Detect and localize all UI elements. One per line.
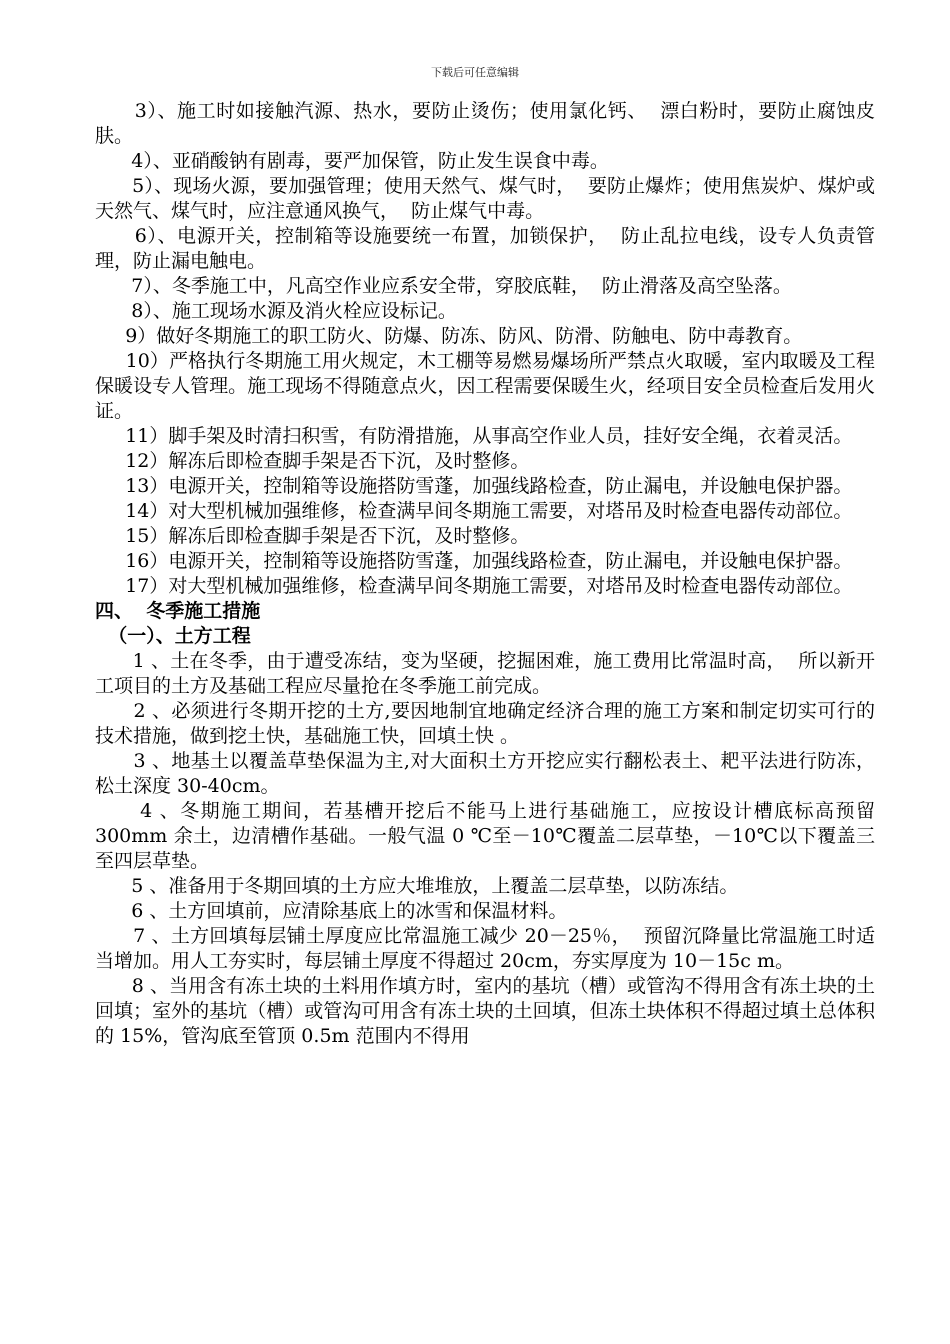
subsection-heading: （一）、土方工程 [95,625,251,647]
paragraph-item-12: 12）解冻后即检查脚手架是否下沉，及时整修。 [95,450,530,472]
earthwork-item-2: 2 、必须进行冬期开挖的土方,要因地制宜地确定经济合理的施工方案和制定切实可行的技术措施，做到挖土快，基础施工快，回填土快 。 [95,700,875,747]
paragraph-item-16: 16）电源开关，控制箱等设施搭防雪蓬，加强线路检查，防止漏电，并设触电保护器。 [95,550,853,572]
paragraph-item-17: 17）对大型机械加强维修，检查满早间冬期施工需要，对塔吊及时检查电器传动部位。 [95,575,853,597]
earthwork-item-4: 4 、冬期施工期间，若基槽开挖后不能马上进行基础施工，应按设计槽底标高预留 300mm 余土，边清槽作基础。一般气温 0 ℃至－10℃覆盖二层草垫，－10℃以下覆盖三至四层草垫。 [95,800,882,872]
paragraph-item-7: 7）、冬季施工中，凡高空作业应系安全带，穿胶底鞋， 防止滑落及高空坠落。 [95,275,792,297]
paragraph-item-9: 9）做好冬期施工的职工防火、防爆、防冻、防风、防滑、防触电、防中毒教育。 [95,325,803,347]
paragraph-item-6: 6）、电源开关，控制箱等设施要统一布置，加锁保护， 防止乱拉电线，设专人负责管理，防止漏电触电。 [95,225,875,272]
earthwork-item-3: 3 、地基土以覆盖草垫保温为主,对大面积土方开挖应实行翻松表土、耙平法进行防冻，松土深度 30-40cm。 [95,750,875,797]
paragraph-item-8: 8）、施工现场水源及消火栓应设标记。 [95,300,457,322]
paragraph-item-13: 13）电源开关，控制箱等设施搭防雪蓬，加强线路检查，防止漏电，并设触电保护器。 [95,475,853,497]
page-header: 下载后可任意编辑 [431,66,519,79]
paragraph-item-11: 11）脚手架及时清扫积雪，有防滑措施，从事高空作业人员，挂好安全绳，衣着灵活。 [95,425,853,447]
earthwork-item-6: 6 、土方回填前，应清除基底上的冰雪和保温材料。 [95,900,568,922]
earthwork-item-1: 1 、土在冬季，由于遭受冻结，变为坚硬，挖掘困难，施工费用比常温时高， 所以新开工项目的土方及基础工程应尽量抢在冬季施工前完成。 [95,650,875,697]
paragraph-item-4: 4）、亚硝酸钠有剧毒，要严加保管，防止发生误食中毒。 [95,150,609,172]
paragraph-item-3: 3）、施工时如接触汽源、热水，要防止烫伤；使用氯化钙、 漂白粉时，要防止腐蚀皮肤。 [95,100,875,147]
paragraph-item-5: 5）、现场火源，要加强管理；使用天然气、煤气时， 要防止爆炸；使用焦炭炉、煤炉或天然气、煤气时，应注意通风换气， 防止煤气中毒。 [95,175,875,222]
earthwork-item-8: 8 、当用含有冻土块的土料用作填方时，室内的基坑（槽）或管沟不得用含有冻土块的土回填；室外的基坑（槽）或管沟可用含有冻土块的土回填，但冻土块体积不得超过填土总体积的 15%，管沟底至管顶 0.5m 范围内不得用 [95,975,875,1047]
earthwork-item-5: 5 、准备用于冬期回填的土方应大堆堆放，上覆盖二层草垫，以防冻结。 [95,875,739,897]
document-body [95,99,882,1049]
earthwork-item-7: 7 、土方回填每层铺土厚度应比常温施工减少 20－25％， 预留沉降量比常温施工时适当增加。用人工夯实时，每层铺土厚度不得超过 20cm，夯实厚度为 10－15c m。 [95,925,875,972]
paragraph-item-15: 15）解冻后即检查脚手架是否下沉，及时整修。 [95,525,530,547]
section-heading: 四、 冬季施工措施 [95,600,261,622]
paragraph-item-10: 10）严格执行冬期施工用火规定，木工棚等易燃易爆场所严禁点火取暖，室内取暖及工程保暖设专人管理。施工现场不得随意点火，因工程需要保暖生火，经项目安全员检查后发用火证。 [95,350,875,422]
paragraph-item-14: 14）对大型机械加强维修，检查满早间冬期施工需要，对塔吊及时检查电器传动部位。 [95,500,853,522]
